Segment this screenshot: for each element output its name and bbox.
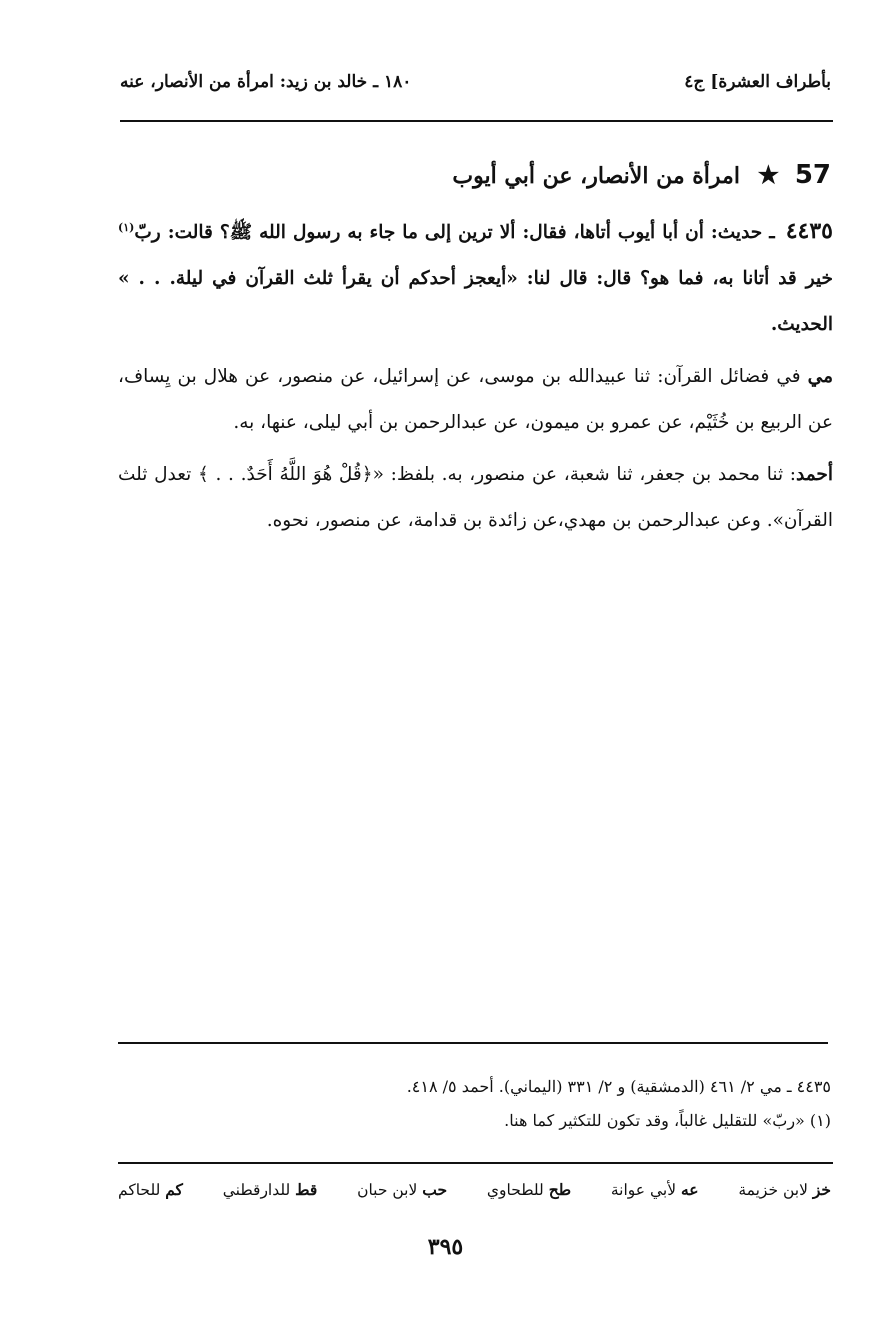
- page-number: ٣٩٥: [427, 1234, 464, 1260]
- section-title: امرأة من الأنصار، عن أبي أيوب: [452, 163, 740, 189]
- hadith-number: ٤٤٣٥: [785, 218, 833, 245]
- source-tag-ahmad: أحمد: [796, 464, 833, 486]
- hadith-paragraph: [118, 205, 833, 348]
- source-ahmad-paragraph: [118, 452, 833, 544]
- abbr-item: حب لابن حبان: [357, 1180, 448, 1199]
- running-head-right: بأطراف العشرة] ج٤: [684, 72, 831, 92]
- footnote-marker: (١): [118, 221, 135, 234]
- source-text-darimi: في فضائل القرآن: ثنا عبيدالله بن موسى، عن إسرائيل، عن منصور، عن هلال بن يِساف، عن الربيع بن خُثَيْم، عن عمرو بن ميمون، عن عبدالرحمن بن أبي ليلى، عنها، به.: [118, 366, 833, 434]
- abbr-item: طح للطحاوي: [486, 1180, 572, 1199]
- abbr-item: خز لابن خزيمة: [738, 1180, 831, 1199]
- source-darimi-paragraph: [118, 354, 833, 446]
- abbr-item: كم للحاكم: [118, 1180, 183, 1199]
- section-number: 57: [794, 160, 831, 190]
- abbr-item: قط للدارقطني: [222, 1180, 318, 1199]
- footnote-1: (١) «ربّ» للتقليل غالباً، وقد تكون للتكثير كما هنا.: [504, 1111, 831, 1130]
- source-tag-darimi: مي: [807, 366, 833, 388]
- footnote-reference-line: ٤٤٣٥ ـ مي ٢/ ٤٦١ (الدمشقية) و ٢/ ٣٣١ (اليماني). أحمد ٥/ ٤١٨.: [406, 1077, 831, 1096]
- star-icon: ★: [757, 160, 780, 189]
- hadith-text-part1: ـ حديث: أن أبا أيوب أتاها، فقال: ألا ترين إلى ما جاء به رسول الله ﷺ؟ قالت: ربّ: [134, 222, 775, 244]
- hadith-text-part2: خير قد أتانا به، فما هو؟ قال: قال لنا: «أيعجز أحدكم أن يقرأ ثلث القرآن في ليلة. . . » الحديث.: [118, 268, 833, 336]
- abbreviations-legend: [118, 1180, 831, 1199]
- footnotes: [118, 1070, 831, 1138]
- abbr-item: عه لأبي عوانة: [610, 1180, 699, 1199]
- section-heading: [452, 160, 831, 190]
- footnote-divider: [118, 1042, 828, 1044]
- abbreviations-divider: [118, 1162, 833, 1164]
- running-head: [120, 72, 831, 92]
- header-divider: [120, 120, 833, 122]
- source-text-ahmad: : ثنا محمد بن جعفر، ثنا شعبة، عن منصور، به. بلفظ: «﴿قُلْ هُوَ اللَّهُ أَحَدٌ. . . ﴾ تعدل ثلث القرآن». وعن عبدالرحمن بن مهدي،عن زائدة بن قدامة، عن منصور، نحوه.: [118, 464, 833, 532]
- running-head-left: ١٨٠ ـ خالد بن زيد: امرأة من الأنصار، عنه: [120, 72, 412, 92]
- main-text: [118, 205, 833, 544]
